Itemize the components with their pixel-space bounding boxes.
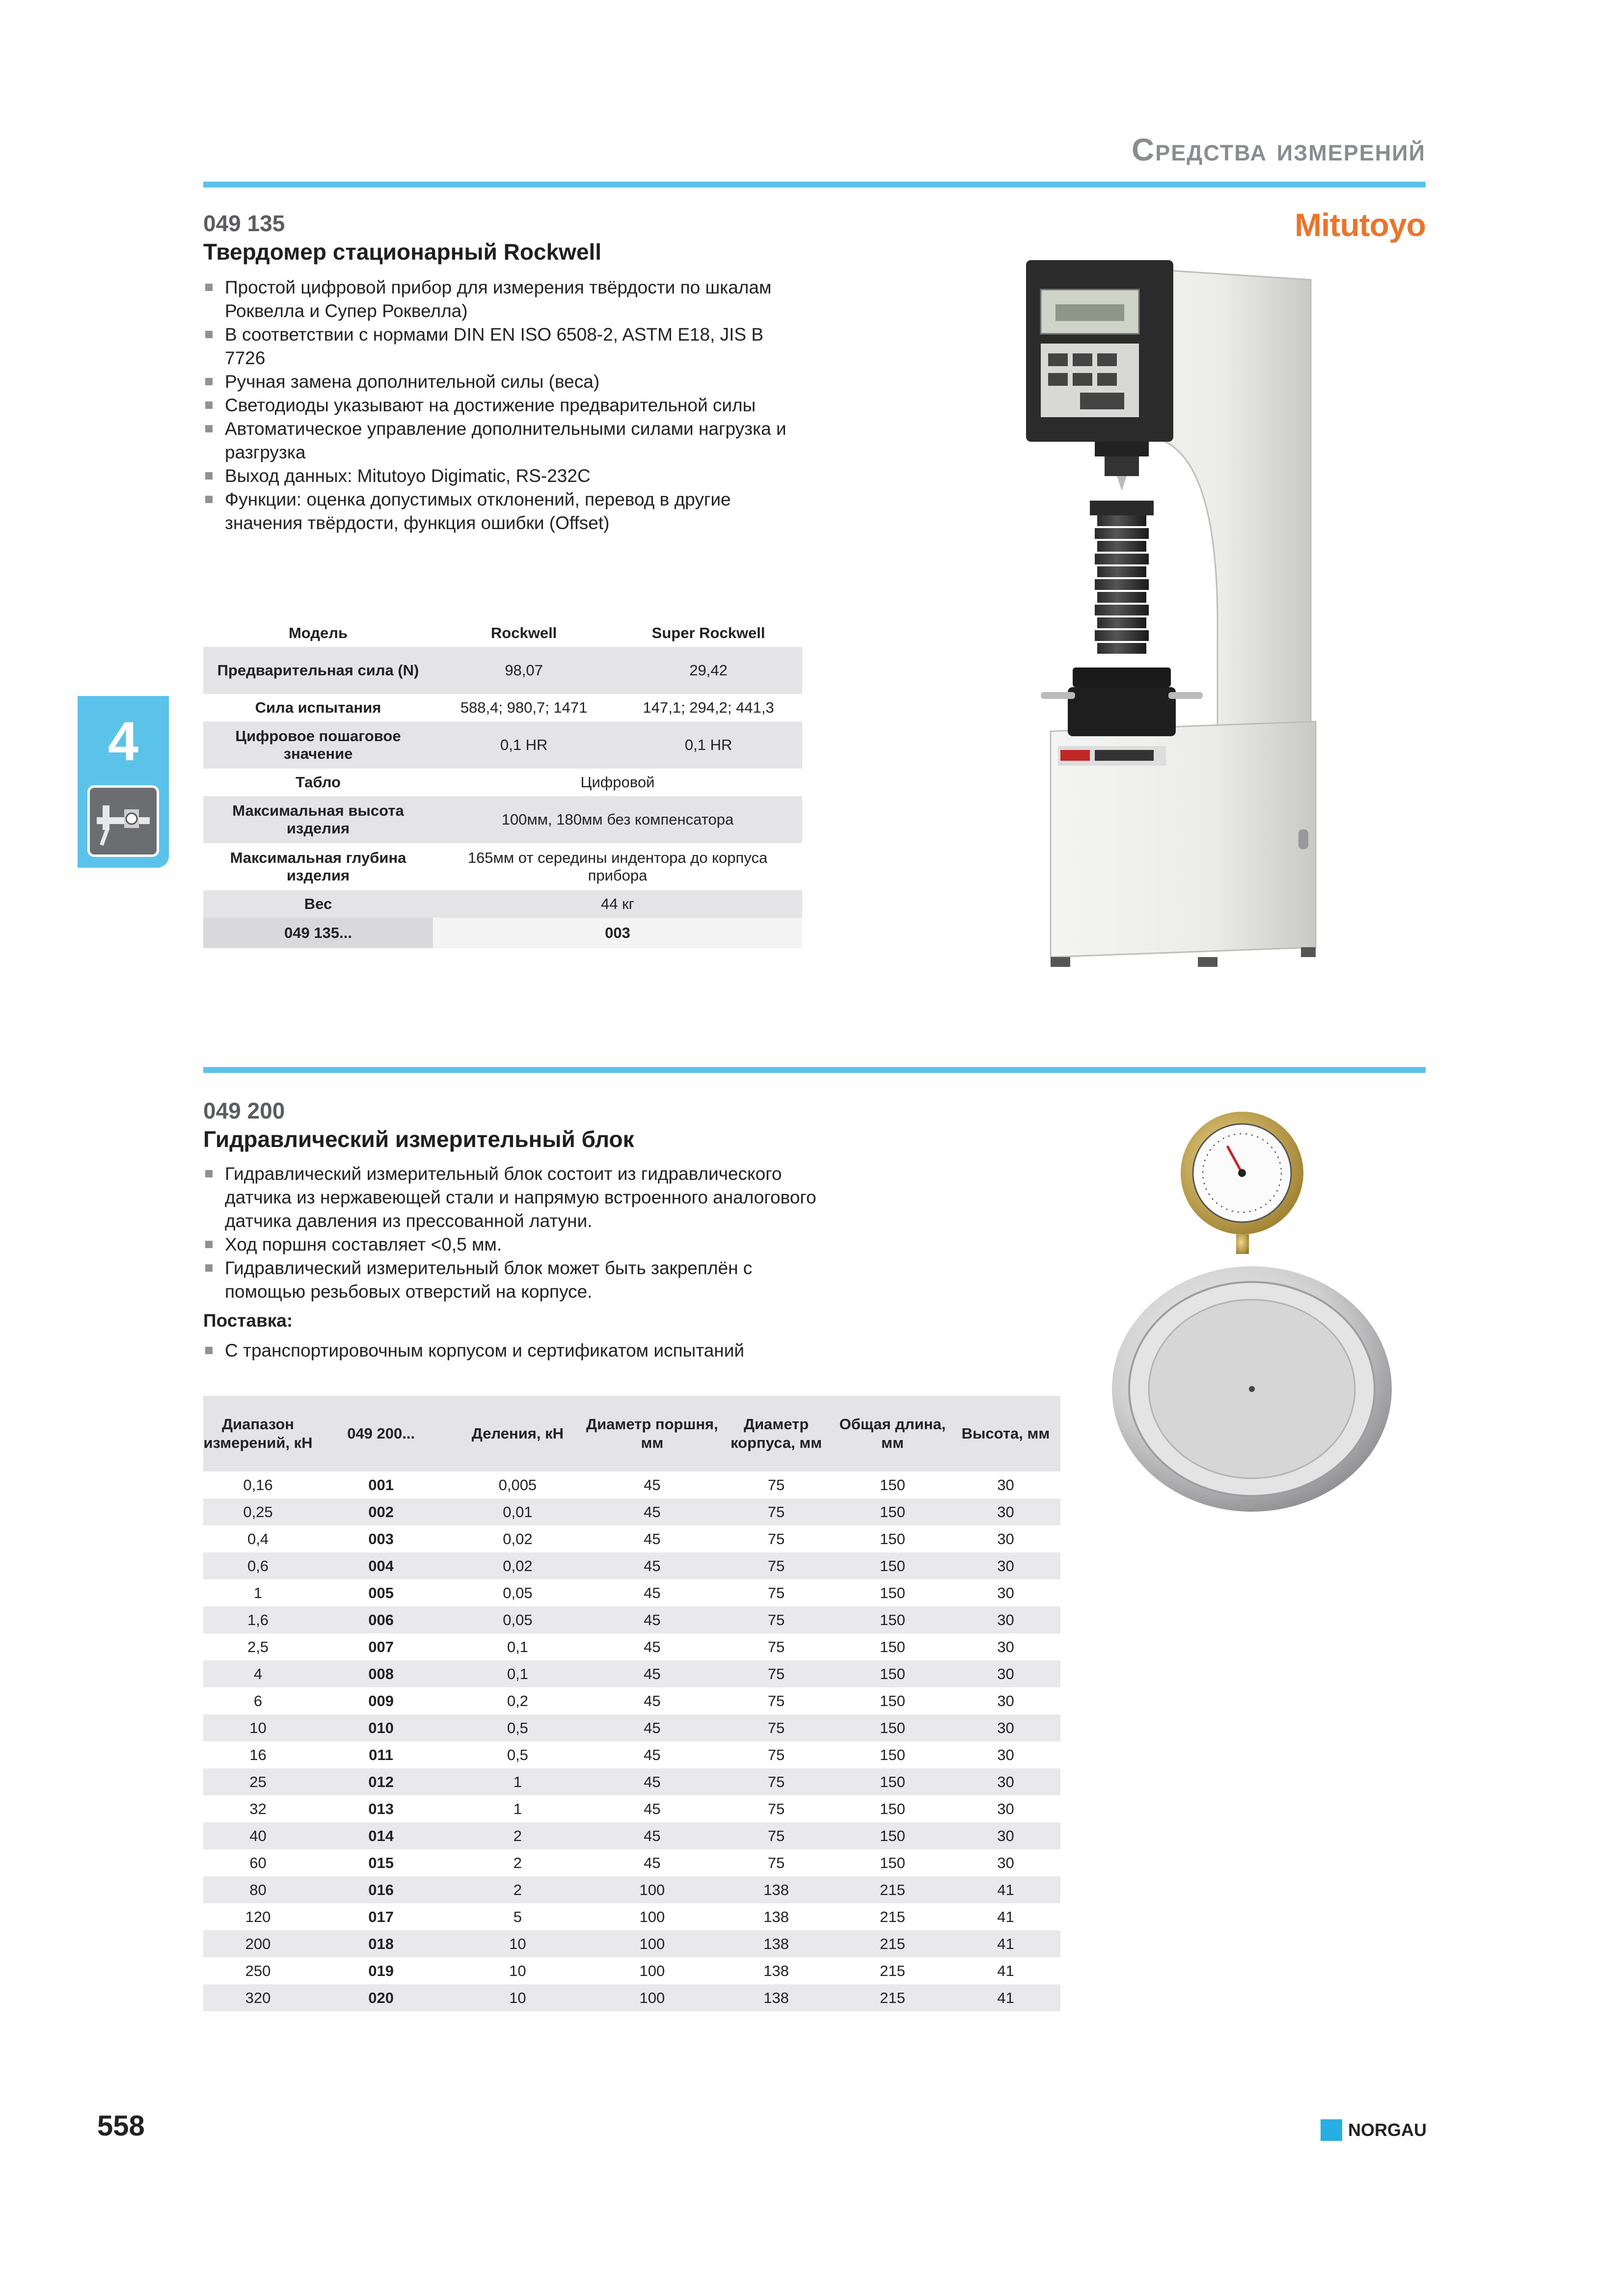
hydraulic-block-image (1105, 1099, 1399, 1517)
product-code: 049 135 (203, 211, 285, 236)
table-row (203, 1957, 1060, 1984)
table-cell: 215 (880, 1908, 905, 1925)
spec-header: Rockwell (490, 624, 557, 641)
feature-item: Гидравлический измерительный блок может быть закреплён с помощью резьбовых отверстий на корпусе. (203, 1256, 817, 1304)
table-cell: 100 (586, 1876, 719, 1903)
table-cell: 45 (586, 1768, 719, 1795)
table-cell: 0,01 (449, 1498, 586, 1525)
feature-item: Выход данных: Mitutoyo Digimatic, RS-232C (203, 464, 807, 488)
page-number: 558 (97, 2110, 145, 2142)
table-cell: 75 (718, 1552, 834, 1579)
order-code-cell: 007 (368, 1638, 394, 1655)
feature-item: Функции: оценка допустимых отклонений, перевод в другие значения твёрдости, функция ошибки (Offset) (203, 488, 807, 535)
table-cell: 25 (203, 1768, 313, 1795)
order-code-cell: 013 (368, 1800, 394, 1817)
table-cell: 150 (880, 1476, 905, 1494)
order-code-cell: 020 (313, 1984, 449, 2011)
table-cell: 75 (718, 1822, 834, 1849)
table-cell: 2 (513, 1854, 522, 1871)
table-cell: 75 (718, 1714, 834, 1741)
table-row (203, 1768, 1060, 1795)
table-row (203, 1903, 1060, 1930)
caliper-icon (87, 785, 159, 857)
order-code-cell: 008 (313, 1660, 449, 1687)
table-cell: 250 (245, 1962, 271, 1979)
table-cell: 30 (951, 1660, 1060, 1687)
feature-item: Ручная замена дополнительной силы (веса) (203, 370, 807, 394)
table-cell: 100 (586, 1930, 719, 1957)
column-header: Общая длина, мм (834, 1396, 951, 1471)
spec-header: Super Rockwell (651, 624, 765, 641)
table-cell: 138 (718, 1876, 834, 1903)
table-cell: 215 (880, 1962, 905, 1979)
spec-header: Модель (288, 624, 348, 641)
table-row (203, 1930, 1060, 1957)
product-title: Твердомер стационарный Rockwell (203, 239, 602, 265)
spec-label: Максимальная глубина изделия (230, 849, 406, 884)
section-divider (203, 1067, 1426, 1073)
table-cell: 100 (586, 1984, 719, 2011)
table-cell: 150 (834, 1552, 951, 1579)
order-code-cell: 010 (313, 1714, 449, 1741)
table-cell: 60 (249, 1854, 267, 1871)
table-cell: 138 (718, 1930, 834, 1957)
table-cell: 1 (513, 1800, 522, 1817)
table-cell: 1,6 (203, 1606, 313, 1633)
table-cell: 30 (997, 1476, 1014, 1494)
table-cell: 75 (718, 1606, 834, 1633)
table-cell: 10 (449, 1984, 586, 2011)
table-cell: 4 (203, 1660, 313, 1687)
table-cell: 45 (586, 1498, 719, 1525)
table-cell: 80 (203, 1876, 313, 1903)
table-cell: 150 (880, 1692, 905, 1709)
table-cell: 75 (718, 1660, 834, 1687)
table-row (203, 1498, 1060, 1525)
table-cell: 120 (245, 1908, 271, 1925)
spec-label: Сила испытания (255, 699, 381, 716)
table-row (203, 1606, 1060, 1633)
table-cell: 2,5 (247, 1638, 269, 1655)
table-cell: 0,1 (449, 1660, 586, 1687)
table-cell: 30 (951, 1822, 1060, 1849)
table-cell: 41 (997, 1908, 1014, 1925)
table-cell: 150 (880, 1584, 905, 1602)
table-cell: 45 (644, 1692, 661, 1709)
table-cell: 75 (718, 1768, 834, 1795)
table-cell: 10 (203, 1714, 313, 1741)
table-cell: 45 (586, 1714, 719, 1741)
supply-item: С транспортировочным корпусом и сертификатом испытаний (203, 1339, 817, 1362)
table-cell: 30 (951, 1768, 1060, 1795)
table-row (203, 1849, 1060, 1876)
table-cell: 41 (951, 1876, 1060, 1903)
table-cell: 0,05 (449, 1606, 586, 1633)
spec-value: 44 кг (433, 890, 802, 918)
table-cell: 45 (644, 1854, 661, 1871)
feature-item: В соответствии с нормами DIN EN ISO 6508-2, ASTM E18, JIS B 7726 (203, 323, 807, 370)
spec-value: 0,1 HR (615, 721, 802, 769)
table-cell: 30 (997, 1530, 1014, 1548)
feature-item: Автоматическое управление дополнительными силами нагрузка и разгрузка (203, 417, 807, 464)
hardness-tester-image (1011, 250, 1355, 977)
table-cell: 0,005 (498, 1476, 537, 1494)
table-cell: 75 (767, 1584, 785, 1602)
table-cell: 215 (834, 1876, 951, 1903)
spec-label: Табло (295, 774, 341, 791)
column-header: Высота, мм (951, 1396, 1060, 1471)
table-cell: 138 (718, 1984, 834, 2011)
column-header: Диаметр корпуса, мм (718, 1396, 834, 1471)
table-row (203, 1552, 1060, 1579)
mitutoyo-logo: Mitutoyo (1295, 207, 1426, 243)
table-cell: 5 (513, 1908, 522, 1925)
table-cell: 32 (249, 1800, 267, 1817)
table-cell: 30 (997, 1692, 1014, 1709)
order-code-cell: 018 (313, 1930, 449, 1957)
table-cell: 75 (718, 1498, 834, 1525)
table-cell: 30 (951, 1552, 1060, 1579)
feature-item: Простой цифровой прибор для измерения твёрдости по шкалам Роквелла и Супер Роквелла) (203, 276, 807, 323)
table-cell: 45 (586, 1552, 719, 1579)
product-title: Гидравлический измерительный блок (203, 1126, 634, 1152)
column-header: Диаметр поршня, мм (586, 1396, 719, 1471)
table-cell: 150 (834, 1822, 951, 1849)
order-code-cell: 006 (313, 1606, 449, 1633)
table-cell: 0,6 (203, 1552, 313, 1579)
table-cell: 30 (951, 1498, 1060, 1525)
order-label: 049 135... (203, 918, 433, 948)
order-code-cell: 014 (313, 1822, 449, 1849)
table-cell: 150 (834, 1660, 951, 1687)
table-cell: 41 (951, 1984, 1060, 2011)
spec-label: Цифровое пошаговое значение (203, 721, 433, 769)
feature-item: Гидравлический измерительный блок состоит из гидравлического датчика из нержавеющей стали и напрямую встроенного аналогового датчика давления из прессованной латуни. (203, 1162, 817, 1233)
order-code-cell: 002 (313, 1498, 449, 1525)
table-cell: 2 (449, 1876, 586, 1903)
table-cell: 1 (253, 1584, 263, 1602)
table-cell: 30 (997, 1746, 1014, 1763)
table-cell: 0,25 (203, 1498, 313, 1525)
table-cell: 45 (644, 1800, 661, 1817)
table-cell: 6 (253, 1692, 263, 1709)
table-row (203, 1741, 1060, 1768)
table-cell: 150 (834, 1606, 951, 1633)
order-code-cell: 005 (368, 1584, 394, 1602)
table-cell: 30 (997, 1638, 1014, 1655)
order-code-cell: 016 (313, 1876, 449, 1903)
table-cell: 150 (834, 1768, 951, 1795)
feature-list (203, 1162, 817, 1304)
table-cell: 75 (767, 1746, 785, 1763)
table-cell: 150 (880, 1638, 905, 1655)
table-cell: 45 (586, 1660, 719, 1687)
table-cell: 45 (644, 1584, 661, 1602)
table-cell: 150 (834, 1714, 951, 1741)
table-cell: 0,02 (449, 1552, 586, 1579)
order-code-cell: 001 (368, 1476, 394, 1494)
table-cell: 30 (951, 1714, 1060, 1741)
supply-list (203, 1339, 817, 1362)
order-code-cell: 017 (368, 1908, 394, 1925)
table-cell: 45 (644, 1476, 661, 1494)
table-row (203, 1471, 1060, 1498)
spec-value: Цифровой (580, 774, 655, 791)
table-cell: 150 (880, 1746, 905, 1763)
feature-item: Светодиоды указывают на достижение предварительной силы (203, 394, 807, 417)
table-row (203, 1579, 1060, 1606)
table-row (203, 1525, 1060, 1552)
table-cell: 30 (997, 1584, 1014, 1602)
table-cell: 0,4 (247, 1530, 269, 1548)
table-cell: 75 (767, 1530, 785, 1548)
table-row (203, 1822, 1060, 1849)
spec-label: Предварительная сила (N) (203, 647, 433, 694)
table-cell: 30 (997, 1854, 1014, 1871)
table-row (203, 1633, 1060, 1660)
order-code: 003 (433, 918, 802, 948)
table-cell: 75 (767, 1800, 785, 1817)
table-cell: 2 (449, 1822, 586, 1849)
table-row (203, 1984, 1060, 2011)
table-cell: 41 (997, 1962, 1014, 1979)
feature-list (203, 276, 807, 535)
column-header: 049 200... (313, 1396, 449, 1471)
table-cell: 0,16 (243, 1476, 273, 1494)
order-code-cell: 015 (368, 1854, 394, 1871)
table-cell: 0,2 (507, 1692, 528, 1709)
table-cell: 75 (767, 1854, 785, 1871)
spec-label: Вес (203, 890, 433, 918)
table-cell: 45 (644, 1746, 661, 1763)
model-table (203, 1396, 1060, 2011)
table-cell: 200 (203, 1930, 313, 1957)
table-cell: 1 (449, 1768, 586, 1795)
table-row (203, 1795, 1060, 1822)
table-cell: 138 (763, 1908, 789, 1925)
table-cell: 45 (586, 1606, 719, 1633)
table-cell: 100 (639, 1962, 665, 1979)
table-cell: 45 (644, 1530, 661, 1548)
table-cell: 75 (767, 1638, 785, 1655)
table-cell: 0,05 (503, 1584, 533, 1602)
table-cell: 320 (203, 1984, 313, 2011)
table-row (203, 1876, 1060, 1903)
table-row (203, 1687, 1060, 1714)
top-divider (203, 182, 1426, 187)
table-cell: 0,02 (503, 1530, 533, 1548)
feature-item: Ход поршня составляет <0,5 мм. (203, 1233, 817, 1256)
table-cell: 40 (203, 1822, 313, 1849)
table-cell: 30 (951, 1606, 1060, 1633)
table-cell: 10 (509, 1962, 526, 1979)
table-cell: 100 (639, 1908, 665, 1925)
table-cell: 138 (763, 1962, 789, 1979)
spec-label: Максимальная высота изделия (203, 796, 433, 843)
table-cell: 150 (880, 1530, 905, 1548)
product-code: 049 200 (203, 1098, 285, 1123)
table-cell: 150 (880, 1854, 905, 1871)
spec-value: 147,1; 294,2; 441,3 (643, 699, 774, 716)
chapter-tab[interactable] (78, 696, 169, 868)
table-cell: 150 (880, 1800, 905, 1817)
table-cell: 0,5 (507, 1746, 528, 1763)
table-cell: 215 (834, 1930, 951, 1957)
table-cell: 150 (834, 1498, 951, 1525)
spec-value: 0,1 HR (433, 721, 615, 769)
norgau-logo (1321, 2118, 1427, 2142)
order-code-cell: 004 (313, 1552, 449, 1579)
order-code-cell: 019 (368, 1962, 394, 1979)
order-code-cell: 003 (368, 1530, 394, 1548)
spec-table (203, 619, 802, 948)
order-code-cell: 009 (368, 1692, 394, 1709)
spec-value: 98,07 (433, 647, 615, 694)
chapter-number: 4 (108, 711, 139, 772)
table-cell: 0,5 (449, 1714, 586, 1741)
table-cell: 75 (767, 1692, 785, 1709)
section-title: Средства измерений (1132, 132, 1426, 167)
norgau-wordmark: NORGAU (1348, 2120, 1427, 2140)
column-header: Деления, кН (449, 1396, 586, 1471)
table-cell: 215 (834, 1984, 951, 2011)
table-cell: 0,1 (507, 1638, 528, 1655)
order-code-cell: 011 (369, 1746, 394, 1763)
supply-heading: Поставка: (203, 1310, 293, 1331)
table-cell: 75 (767, 1476, 785, 1494)
table-cell: 30 (997, 1800, 1014, 1817)
norgau-square-icon (1321, 2119, 1342, 2141)
table-cell: 41 (951, 1930, 1060, 1957)
table-cell: 10 (449, 1930, 586, 1957)
column-header: Диапазон измерений, кН (203, 1396, 313, 1471)
spec-value: 29,42 (615, 647, 802, 694)
spec-value: 100мм, 180мм без компенсатора (433, 796, 802, 843)
table-cell: 45 (644, 1638, 661, 1655)
order-code-cell: 012 (313, 1768, 449, 1795)
spec-value: 588,4; 980,7; 1471 (460, 699, 588, 716)
spec-value: 165мм от середины индентора до корпуса прибора (467, 849, 768, 884)
table-row (203, 1714, 1060, 1741)
table-row (203, 1660, 1060, 1687)
table-cell: 45 (586, 1822, 719, 1849)
table-cell: 16 (249, 1746, 267, 1763)
